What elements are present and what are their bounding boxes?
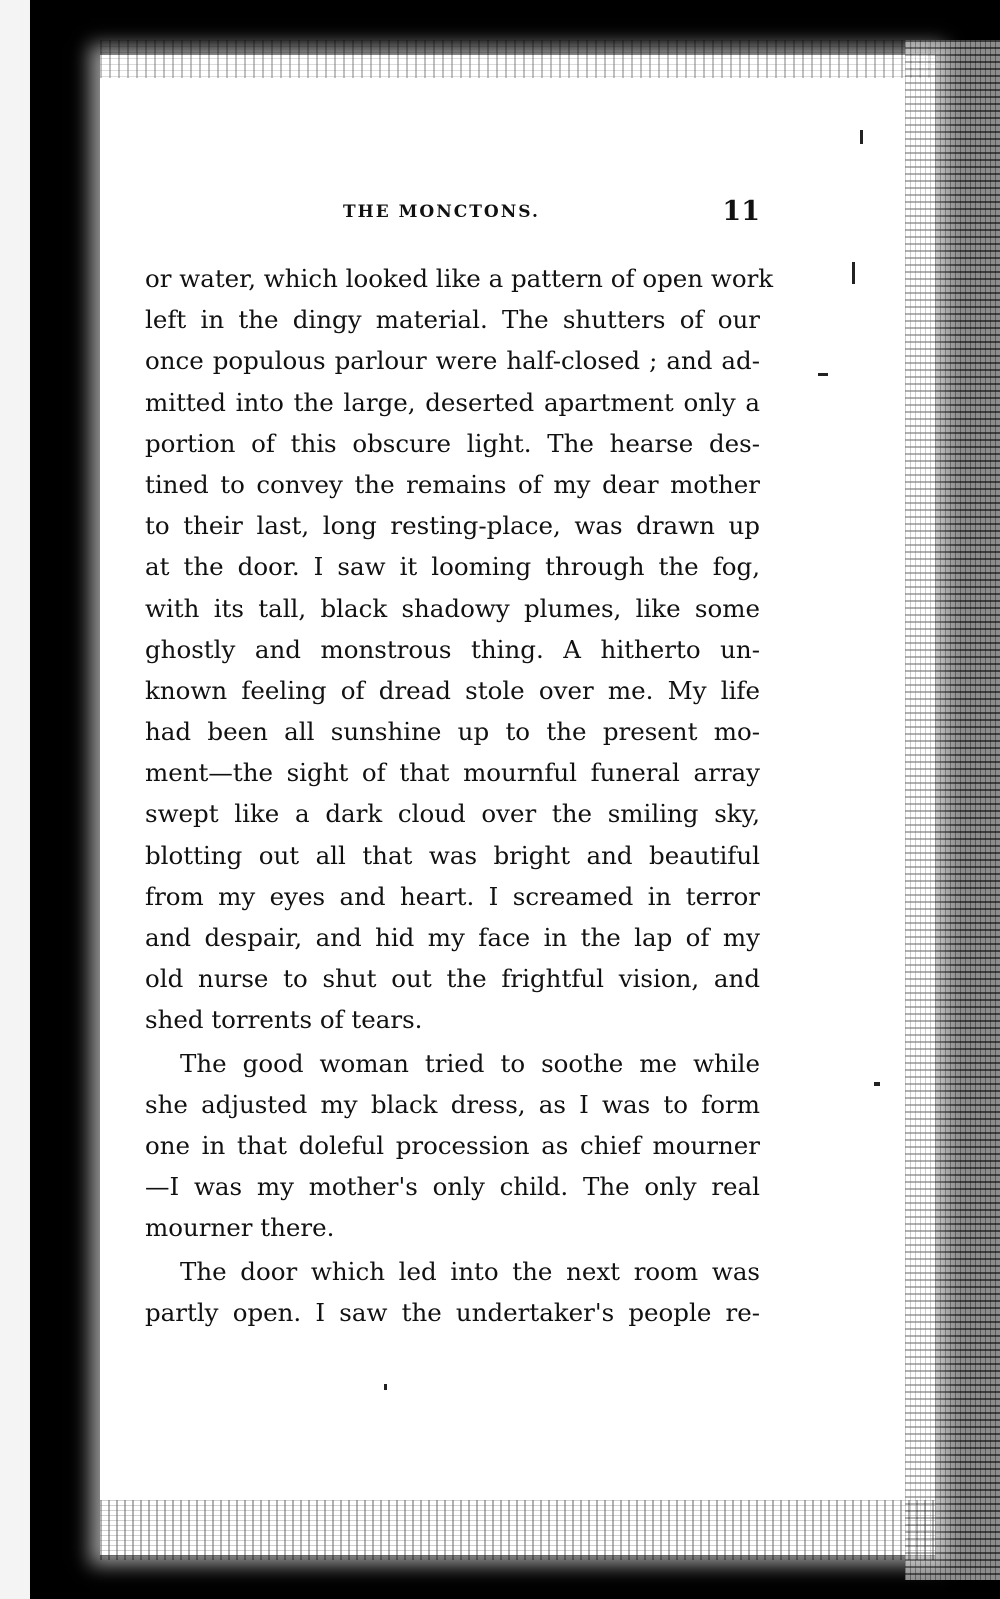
text-line: —I was my mother's only child. The only real bbox=[145, 1172, 760, 1202]
text-line: once populous parlour were half-closed ; and ad- bbox=[145, 346, 760, 376]
text-line: shed torrents of tears. bbox=[145, 1005, 423, 1035]
text-line: The good woman tried to soothe me while bbox=[180, 1048, 760, 1078]
text-line: she adjusted my black dress, as I was to form bbox=[145, 1089, 760, 1119]
scan-speck bbox=[852, 262, 855, 284]
text-line: mitted into the large, deserted apartment only a bbox=[145, 387, 760, 417]
text-line: left in the dingy material. The shutters of our bbox=[145, 305, 760, 335]
body-text bbox=[145, 258, 774, 1333]
text-line: to their last, long resting-place, was drawn up bbox=[145, 511, 760, 541]
scan-speck bbox=[874, 1082, 880, 1086]
scan-speck bbox=[384, 1384, 387, 1390]
text-line: The door which led into the next room was bbox=[180, 1256, 760, 1286]
text-line: with its tall, black shadowy plumes, like some bbox=[145, 593, 760, 623]
page-number: 11 bbox=[722, 196, 760, 227]
scan-noise-bottom bbox=[100, 1500, 935, 1560]
text-line: mourner there. bbox=[145, 1213, 335, 1243]
scan-noise-top bbox=[100, 40, 935, 78]
text-line: at the door. I saw it looming through the fog, bbox=[145, 552, 760, 582]
text-line: from my eyes and heart. I screamed in terror bbox=[145, 881, 760, 911]
text-line: known feeling of dread stole over me. My life bbox=[145, 675, 760, 705]
text-line: blotting out all that was bright and beautiful bbox=[145, 840, 760, 870]
text-line: or water, which looked like a pattern of open work bbox=[145, 264, 774, 293]
scan-speck bbox=[818, 373, 828, 376]
text-line: partly open. I saw the undertaker's people re- bbox=[145, 1297, 760, 1327]
scan-binding-shadow bbox=[30, 0, 102, 1599]
text-line: ghostly and monstrous thing. A hitherto un- bbox=[145, 634, 760, 664]
text-line: old nurse to shut out the frightful vision, and bbox=[145, 964, 760, 994]
running-title: THE MONCTONS. bbox=[343, 202, 540, 222]
text-line: swept like a dark cloud over the smiling sky, bbox=[145, 799, 760, 829]
scan-noise-right bbox=[905, 40, 1000, 1580]
running-head bbox=[145, 198, 760, 228]
scan-speck bbox=[860, 130, 863, 144]
text-line: one in that doleful procession as chief mourner bbox=[145, 1130, 760, 1160]
text-line: had been all sunshine up to the present mo- bbox=[145, 717, 760, 747]
text-line: ment—the sight of that mournful funeral array bbox=[145, 758, 760, 788]
text-line: and despair, and hid my face in the lap of my bbox=[145, 923, 760, 952]
text-line: tined to convey the remains of my dear mother bbox=[145, 469, 760, 499]
text-line: portion of this obscure light. The hearse des- bbox=[145, 428, 760, 458]
